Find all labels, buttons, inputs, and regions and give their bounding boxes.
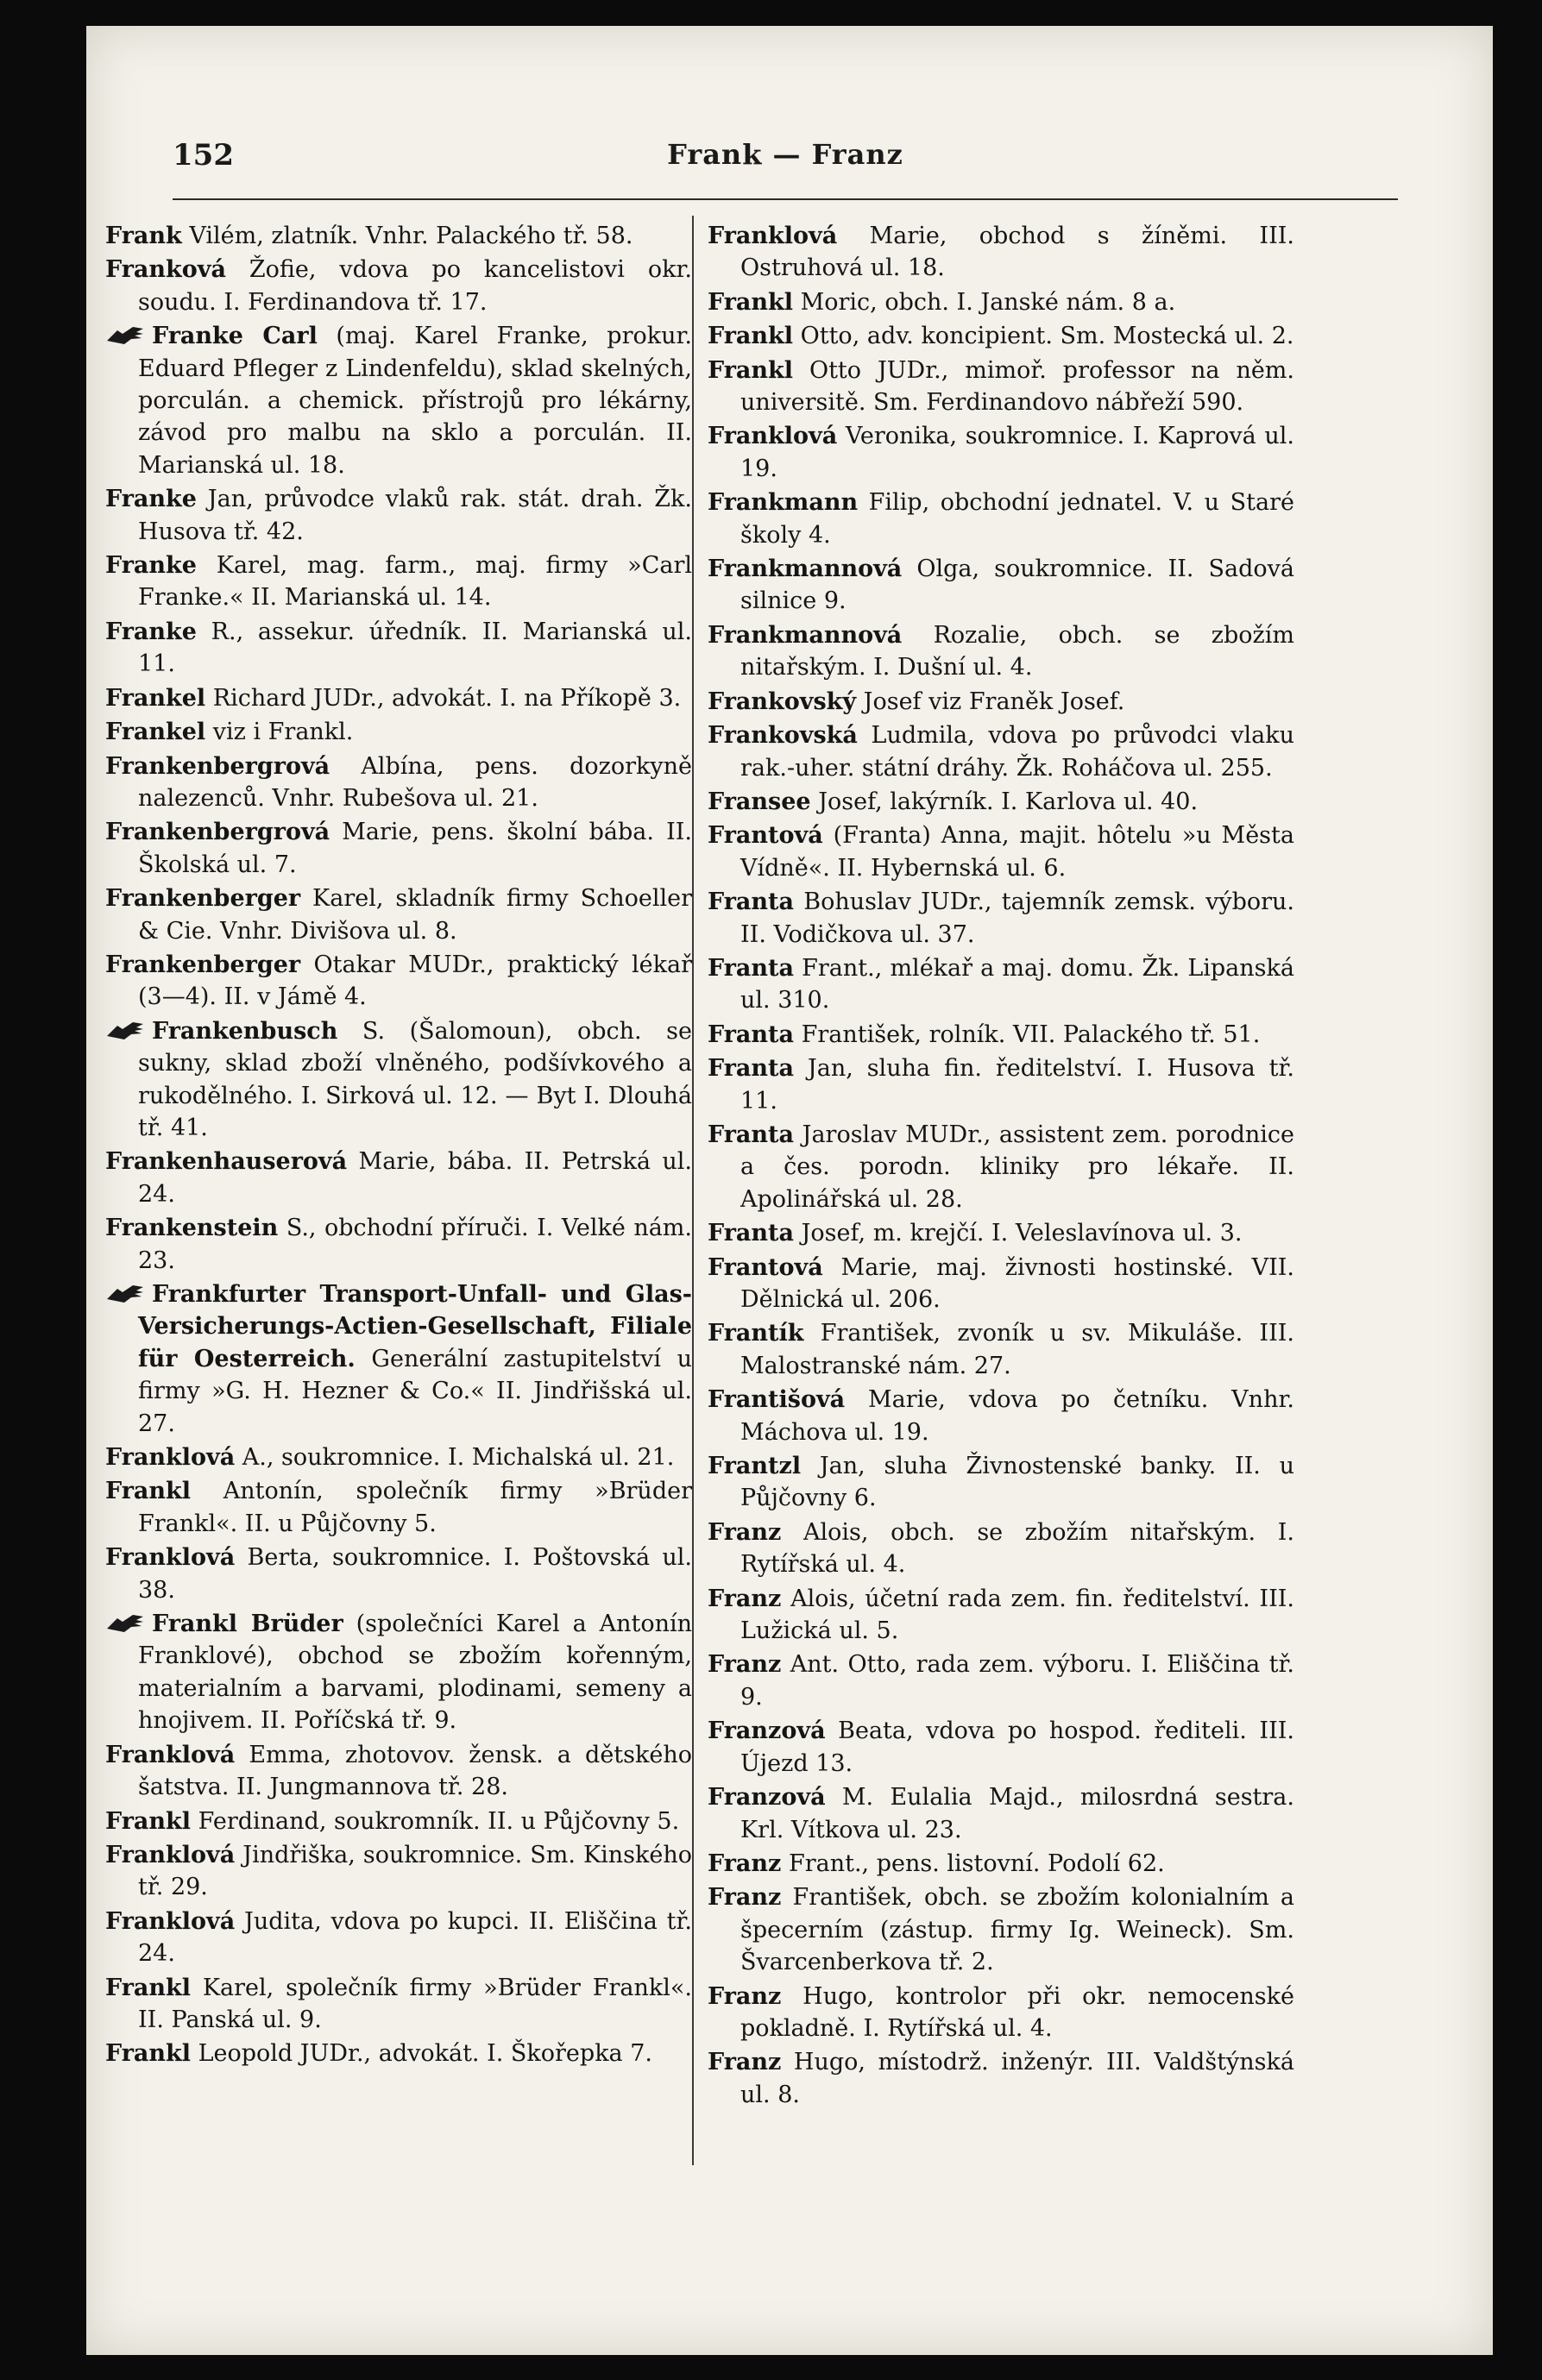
entry-name: Frankenberger bbox=[105, 885, 301, 913]
directory-entry bbox=[708, 1217, 1294, 1249]
entry-details: Olga, soukromnice. II. Sadová silnice 9. bbox=[740, 556, 1294, 615]
pointing-hand-icon bbox=[105, 1019, 145, 1041]
entry-details: Moric, obch. I. Janské nám. 8 a. bbox=[793, 288, 1176, 316]
directory-entry bbox=[105, 716, 692, 748]
directory-entry bbox=[105, 1542, 692, 1606]
entry-name: Franklová bbox=[105, 1544, 236, 1572]
entry-name: Fransee bbox=[708, 788, 811, 815]
directory-entry bbox=[105, 220, 692, 252]
entry-details: Richard JUDr., advokát. I. na Příkopě 3. bbox=[205, 684, 682, 712]
entry-details: Marie, pens. školní bába. II. Školská ul. 7. bbox=[138, 819, 692, 878]
entry-name: Frankfurter Transport-Unfall- und Glas-Versicherungs-Actien-Gesellschaft, Filiale für Oesterreich. bbox=[138, 1281, 692, 1372]
directory-entry bbox=[708, 1119, 1294, 1215]
entry-name: Frankenberger bbox=[105, 951, 301, 978]
entry-details: Josef, m. krejčí. I. Veleslavínova ul. 3. bbox=[794, 1220, 1243, 1247]
entry-details: Jan, průvodce vlaků rak. stát. drah. Žk. Husova tř. 42. bbox=[138, 486, 692, 545]
directory-entry bbox=[105, 1015, 692, 1145]
entry-details: Marie, vdova po četníku. Vnhr. Máchova ul. 19. bbox=[740, 1386, 1294, 1446]
header-rule bbox=[173, 198, 1398, 200]
entry-details: Emma, zhotovov. žensk. a dětského šatstva. II. Jungmannova tř. 28. bbox=[138, 1741, 692, 1801]
page-number: 152 bbox=[173, 138, 234, 173]
entry-details: Žofie, vdova po kancelistovi okr. soudu. I. Ferdinandova tř. 17. bbox=[138, 256, 692, 316]
directory-entry bbox=[708, 1517, 1294, 1581]
entry-name: Františová bbox=[708, 1386, 846, 1414]
entry-details: Generální zastupitelství u firmy »G. H. Hezner & Co.« II. Jindřišská ul. 27. bbox=[138, 1345, 692, 1437]
entry-details: Karel, mag. farm., maj. firmy »Carl Franke.« II. Marianská ul. 14. bbox=[138, 552, 692, 612]
entry-name: Franke Carl bbox=[152, 323, 318, 350]
entry-name: Franta bbox=[708, 1121, 795, 1148]
directory-entry bbox=[105, 320, 692, 481]
entry-details: Berta, soukromnice. I. Poštovská ul. 38. bbox=[138, 1544, 692, 1604]
entry-name: Franklová bbox=[105, 1841, 236, 1868]
entry-name: Franke bbox=[105, 552, 197, 580]
entry-details: Jan, sluha fin. ředitelství. I. Husova tř. 11. bbox=[740, 1055, 1294, 1115]
entry-name: Franz bbox=[708, 1651, 782, 1679]
directory-entry bbox=[708, 1019, 1294, 1051]
entry-name: Frank bbox=[105, 223, 182, 249]
entry-details: František, rolník. VII. Palackého tř. 51. bbox=[794, 1020, 1261, 1048]
entry-details: Jindřiška, soukromnice. Sm. Kinského tř. 29. bbox=[138, 1841, 692, 1901]
entry-name: Franz bbox=[708, 1518, 782, 1546]
entry-details: Ferdinand, soukromník. II. u Půjčovny 5. bbox=[191, 1807, 680, 1835]
entry-details: Alois, obch. se zbožím nitařským. I. Rytířská ul. 4. bbox=[740, 1518, 1294, 1579]
entry-name: Frankenstein bbox=[105, 1215, 279, 1242]
pointing-hand-icon bbox=[105, 1282, 145, 1304]
entry-details: Jaroslav MUDr., assistent zem. porodnice a čes. porodn. kliniky pro lékaře. II. Apolinářská ul. 28. bbox=[740, 1121, 1294, 1213]
entry-name: Franta bbox=[708, 1055, 795, 1083]
directory-entry bbox=[105, 549, 692, 614]
directory-entry bbox=[105, 1608, 692, 1737]
entry-name: Frankovská bbox=[708, 722, 858, 750]
entry-name: Frankel bbox=[105, 719, 206, 746]
entry-details: Bohuslav JUDr., tajemník zemsk. výboru. II. Vodičkova ul. 37. bbox=[740, 889, 1294, 948]
directory-entry bbox=[105, 750, 692, 815]
entry-name: Frankmann bbox=[708, 489, 859, 517]
directory-entry bbox=[708, 686, 1294, 718]
entry-name: Frankl bbox=[708, 356, 794, 384]
entry-details: A., soukromnice. I. Michalská ul. 21. bbox=[235, 1444, 675, 1472]
directory-entry bbox=[105, 1739, 692, 1804]
entry-name: Franta bbox=[708, 1020, 795, 1048]
directory-entry bbox=[708, 286, 1294, 318]
entry-name: Frankl bbox=[105, 1807, 192, 1835]
entry-details: Frant., pens. listovní. Podolí 62. bbox=[781, 1849, 1165, 1877]
entry-name: Frankenbergrová bbox=[105, 819, 330, 846]
directory-entry bbox=[105, 1906, 692, 1970]
directory-entry bbox=[708, 952, 1294, 1017]
directory-entry bbox=[708, 355, 1294, 419]
entry-name: Frankel bbox=[105, 684, 206, 712]
entry-details: Hugo, místodrž. inženýr. III. Valdštýnská ul. 8. bbox=[740, 2049, 1294, 2108]
directory-entry bbox=[105, 1805, 692, 1837]
entry-name: Frankovský bbox=[708, 688, 857, 715]
directory-entry bbox=[708, 1384, 1294, 1448]
entry-details: Alois, účetní rada zem. fin. ředitelství. III. Lužická ul. 5. bbox=[740, 1585, 1294, 1645]
entry-details: viz i Frankl. bbox=[205, 719, 354, 746]
entry-name: Frankmannová bbox=[708, 621, 903, 649]
entry-details: Veronika, soukromnice. I. Kaprová ul. 19. bbox=[740, 423, 1294, 482]
right-column bbox=[708, 220, 1294, 2113]
directory-entry bbox=[708, 1781, 1294, 1846]
entry-name: Franz bbox=[708, 1849, 782, 1877]
entry-details: Otakar MUDr., praktický lékař (3—4). II. v Jámě 4. bbox=[138, 951, 692, 1011]
entry-name: Franz bbox=[708, 1884, 782, 1912]
directory-entry bbox=[105, 816, 692, 881]
directory-entry bbox=[105, 882, 692, 947]
directory-entry bbox=[105, 483, 692, 548]
entry-name: Frankmannová bbox=[708, 556, 903, 583]
entry-name: Franková bbox=[105, 256, 226, 284]
entry-name: Franke bbox=[105, 486, 197, 513]
entry-details: Hugo, kontrolor při okr. nemocenské pokladně. I. Rytířská ul. 4. bbox=[740, 1982, 1294, 2042]
directory-entry bbox=[708, 487, 1294, 551]
entry-name: Frankl bbox=[708, 323, 794, 350]
directory-entry bbox=[708, 1317, 1294, 1382]
entry-details: M. Eulalia Majd., milosrdná sestra. Krl. Vítkova ul. 23. bbox=[740, 1784, 1294, 1843]
directory-entry bbox=[708, 719, 1294, 784]
directory-entry bbox=[105, 2038, 692, 2069]
directory-entry bbox=[105, 616, 692, 681]
entry-details: Otto JUDr., mimoř. professor na něm. universitě. Sm. Ferdinandovo nábřeží 590. bbox=[740, 356, 1294, 417]
entry-name: Franke bbox=[105, 618, 197, 645]
directory-entry bbox=[708, 1848, 1294, 1880]
entry-name: Frankl bbox=[105, 1974, 192, 2001]
directory-entry bbox=[105, 1839, 692, 1904]
entry-details: R., assekur. úředník. II. Marianská ul. 11. bbox=[138, 618, 692, 678]
entry-name: Frankl bbox=[708, 288, 794, 316]
page-header bbox=[173, 129, 1398, 181]
entry-name: Franz bbox=[708, 2049, 782, 2076]
entry-name: Frankl bbox=[105, 2040, 192, 2068]
directory-entry bbox=[105, 254, 692, 318]
entry-details: S. (Šalomoun), obch. se sukny, sklad zboží vlněného, podšívkového a rukodělného. I. Sirková ul. 12. — Byt I. Dlouhá tř. 41. bbox=[138, 1017, 692, 1141]
entry-name: Frantová bbox=[708, 822, 823, 850]
entry-details: František, obch. se zbožím kolonialním a špecerním (zástup. firmy Ig. Weineck). Sm. Švarcenberkova tř. 2. bbox=[740, 1884, 1294, 1976]
directory-entry bbox=[708, 1981, 1294, 2045]
directory-entry bbox=[708, 1450, 1294, 1515]
directory-entry bbox=[708, 619, 1294, 684]
entry-name: Franklová bbox=[708, 223, 838, 249]
directory-entry bbox=[708, 886, 1294, 951]
directory-entry bbox=[708, 819, 1294, 884]
entry-name: Frankenbergrová bbox=[105, 752, 330, 780]
directory-entry bbox=[105, 682, 692, 714]
entry-details: Marie, obchod s žíněmi. III. Ostruhová ul. 18. bbox=[740, 223, 1294, 282]
entry-details: Marie, maj. živnosti hostinské. VII. Dělnická ul. 206. bbox=[740, 1253, 1294, 1313]
directory-entry bbox=[105, 1146, 692, 1210]
directory-entry bbox=[708, 553, 1294, 618]
pointing-hand-icon bbox=[105, 1611, 145, 1634]
entry-name: Franklová bbox=[105, 1444, 236, 1472]
entry-name: Franklová bbox=[105, 1741, 236, 1768]
entry-details: Josef, lakýrník. I. Karlova ul. 40. bbox=[810, 788, 1199, 815]
entry-name: Frankenbusch bbox=[152, 1017, 338, 1045]
entry-name: Frantová bbox=[708, 1253, 823, 1281]
directory-entry bbox=[105, 1972, 692, 2037]
entry-name: Franta bbox=[708, 954, 795, 982]
entry-name: Frankl bbox=[105, 1478, 192, 1505]
directory-entry bbox=[708, 420, 1294, 485]
directory-entry bbox=[708, 1648, 1294, 1713]
directory-entry bbox=[708, 320, 1294, 352]
entry-details: (maj. Karel Franke, prokur. Eduard Pfleger z Lindenfeldu), sklad skelných, porculán. a chemick. přístrojů pro lékárny, závod pro malbu na sklo a porculán. II. Marianská ul. 18. bbox=[138, 323, 693, 479]
entry-details: Rozalie, obch. se zbožím nitařským. I. Dušní ul. 4. bbox=[740, 621, 1294, 681]
entry-details: Antonín, společník firmy »Brüder Frankl«. II. u Půjčovny 5. bbox=[138, 1478, 692, 1537]
entry-details: Leopold JUDr., advokát. I. Škořepka 7. bbox=[191, 2040, 652, 2068]
entry-name: Franz bbox=[708, 1585, 782, 1612]
directory-entry bbox=[105, 1475, 692, 1540]
entry-name: Franklová bbox=[708, 423, 838, 450]
entry-name: Franta bbox=[708, 1220, 795, 1247]
directory-entry bbox=[708, 1052, 1294, 1117]
left-column bbox=[105, 220, 692, 2072]
entry-details: František, zvoník u sv. Mikuláše. III. Malostranské nám. 27. bbox=[740, 1320, 1294, 1379]
entry-name: Franzová bbox=[708, 1784, 826, 1812]
entry-details: Karel, skladník firmy Schoeller & Cie. Vnhr. Divišova ul. 8. bbox=[138, 885, 692, 945]
entry-details: Frant., mlékař a maj. domu. Žk. Lipanská ul. 310. bbox=[740, 954, 1294, 1014]
entry-details: Ludmila, vdova po průvodci vlaku rak.-uher. státní dráhy. Žk. Roháčova ul. 255. bbox=[740, 722, 1294, 782]
entry-details: Jan, sluha Živnostenské banky. II. u Půjčovny 6. bbox=[740, 1453, 1294, 1512]
running-title: Frank — Franz bbox=[667, 138, 903, 171]
entry-details: (společníci Karel a Antonín Franklové), obchod se zbožím kořenným, materialním a barvami, plodinami, semeny a hnojivem. II. Poříčská tř. 9. bbox=[138, 1611, 692, 1735]
entry-name: Frantík bbox=[708, 1320, 804, 1347]
directory-entry bbox=[105, 949, 692, 1014]
entry-details: S., obchodní příruči. I. Velké nám. 23. bbox=[138, 1215, 692, 1274]
entry-name: Franzová bbox=[708, 1717, 826, 1745]
entry-details: Karel, společník firmy »Brüder Frankl«. II. Panská ul. 9. bbox=[138, 1974, 692, 2033]
directory-entry bbox=[708, 1252, 1294, 1316]
pointing-hand-icon bbox=[105, 323, 145, 346]
directory-entry bbox=[708, 1715, 1294, 1780]
entry-details: Filip, obchodní jednatel. V. u Staré školy 4. bbox=[740, 489, 1294, 549]
entry-name: Franz bbox=[708, 1982, 782, 2010]
entry-details: Otto, adv. koncipient. Sm. Mostecká ul. 2. bbox=[793, 323, 1294, 350]
directory-entry bbox=[105, 1212, 692, 1277]
entry-name: Frantzl bbox=[708, 1453, 802, 1480]
entry-name: Frankl Brüder bbox=[152, 1611, 343, 1638]
entry-name: Franta bbox=[708, 889, 795, 916]
directory-entry bbox=[708, 786, 1294, 818]
entry-details: Ant. Otto, rada zem. výboru. I. Eliščina tř. 9. bbox=[740, 1651, 1294, 1711]
entry-details: Judita, vdova po kupci. II. Eliščina tř. 24. bbox=[138, 1907, 692, 1968]
directory-entry bbox=[708, 1583, 1294, 1648]
directory-entry bbox=[708, 1881, 1294, 1978]
directory-entry bbox=[708, 220, 1294, 285]
directory-entry bbox=[105, 1278, 692, 1440]
directory-entry bbox=[105, 1441, 692, 1473]
column-divider bbox=[692, 216, 694, 2165]
entry-name: Frankenhauserová bbox=[105, 1148, 348, 1176]
directory-entry bbox=[708, 2046, 1294, 2111]
entry-details: Albína, pens. dozorkyně nalezenců. Vnhr. Rubešova ul. 21. bbox=[138, 752, 692, 812]
entry-details: Beata, vdova po hospod. řediteli. III. Újezd 13. bbox=[740, 1717, 1294, 1777]
entry-details: (Franta) Anna, majit. hôtelu »u Města Vídně«. II. Hybernská ul. 6. bbox=[740, 822, 1294, 882]
entry-details: Marie, bába. II. Petrská ul. 24. bbox=[138, 1148, 692, 1208]
entry-name: Franklová bbox=[105, 1907, 236, 1935]
entry-details: Josef viz Franěk Josef. bbox=[856, 688, 1125, 715]
entry-details: Vilém, zlatník. Vnhr. Palackého tř. 58. bbox=[181, 223, 633, 249]
